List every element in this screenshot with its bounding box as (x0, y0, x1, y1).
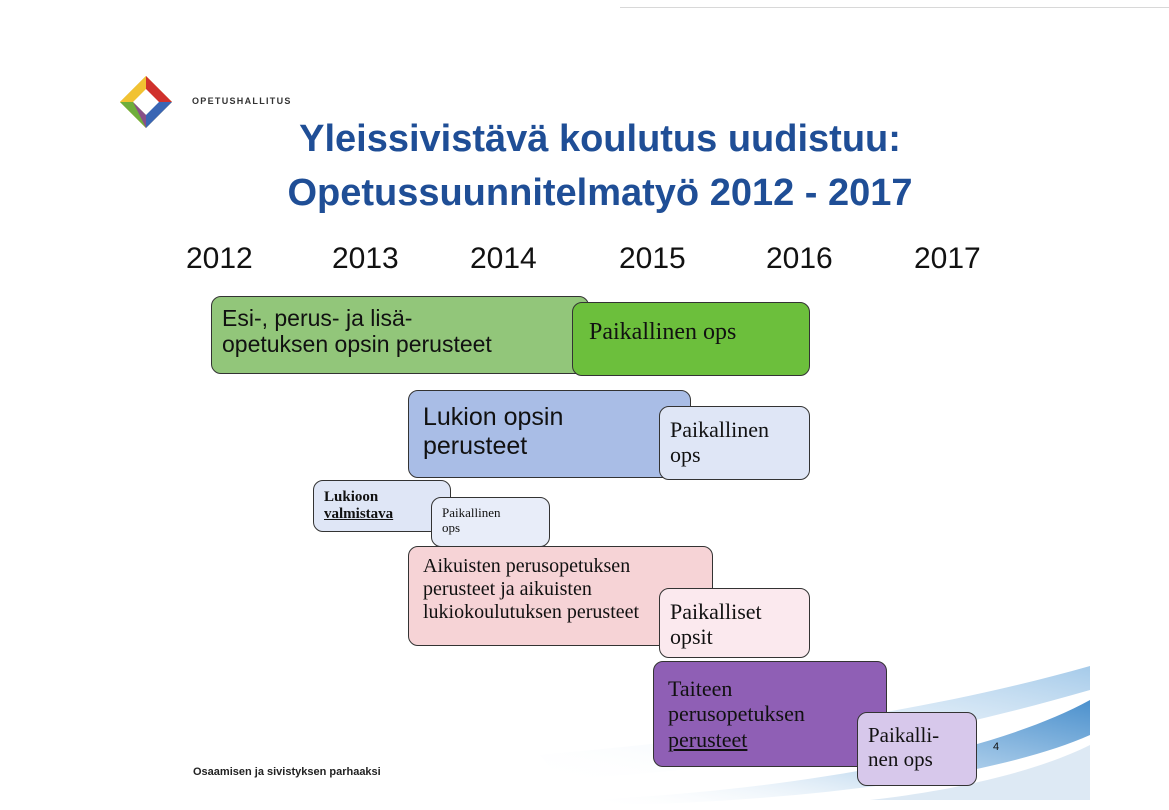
year-label: 2012 (186, 242, 253, 275)
year-label: 2015 (619, 242, 686, 275)
year-label: 2014 (470, 242, 537, 275)
box-text-line: Paikalliset (670, 599, 762, 624)
box-text-line: Lukioon (324, 489, 379, 505)
taide-local-ops-box (857, 712, 977, 786)
box-text-line: Lukion opsin (423, 403, 564, 431)
box-text-line: lukiokoulutuksen perusteet (423, 601, 640, 623)
box-text-line: opsit (670, 624, 713, 650)
year-label: 2016 (766, 242, 833, 275)
box-text-line: perusopetuksen (668, 701, 805, 727)
taiteen-perusopetus-box (653, 661, 887, 767)
title-line-1: Yleissivistävä koulutus uudistuu: (299, 118, 901, 160)
lukio-local-ops-box (659, 406, 810, 480)
box-text-line: perusteet ja aikuisten (423, 578, 592, 600)
year-label: 2013 (332, 242, 399, 275)
box-text-line: Taiteen (668, 676, 733, 701)
box-text-line: ops (670, 442, 701, 468)
box-text-line: Paikallinen (670, 417, 769, 442)
organization-name: OPETUSHALLITUS (192, 96, 292, 106)
box-text-line: valmistava (324, 506, 394, 523)
lukio-perusteet-box (408, 390, 691, 478)
page-number: 4 (993, 741, 1000, 753)
title-line-2: Opetussuunnitelmatyö 2012 - 2017 (287, 172, 913, 214)
year-label: 2017 (914, 242, 981, 275)
box-text-line: opetuksen opsin perusteet (222, 331, 492, 358)
esi-local-ops-box (572, 302, 810, 376)
box-text-line: Paikallinen (442, 505, 501, 520)
box-text-line: Paikalli- (868, 723, 940, 747)
box-text-line: Esi-, perus- ja lisä- (222, 305, 413, 331)
box-text-line: Paikallinen ops (589, 319, 737, 345)
footer-slogan: Osaamisen ja sivistyksen parhaaksi (193, 766, 381, 778)
box-text-line: perusteet (423, 431, 528, 460)
aikuiset-local-opsit-box (659, 588, 810, 658)
esi-perus-lisaopetus-box (211, 296, 589, 374)
box-text-line: nen ops (868, 747, 933, 772)
box-text-line: Aikuisten perusopetuksen (423, 555, 631, 577)
opetushallitus-logo (120, 76, 172, 128)
valmistava-local-ops-box (431, 497, 550, 547)
box-text-line: perusteet (668, 726, 748, 752)
box-text-line: ops (442, 519, 461, 535)
